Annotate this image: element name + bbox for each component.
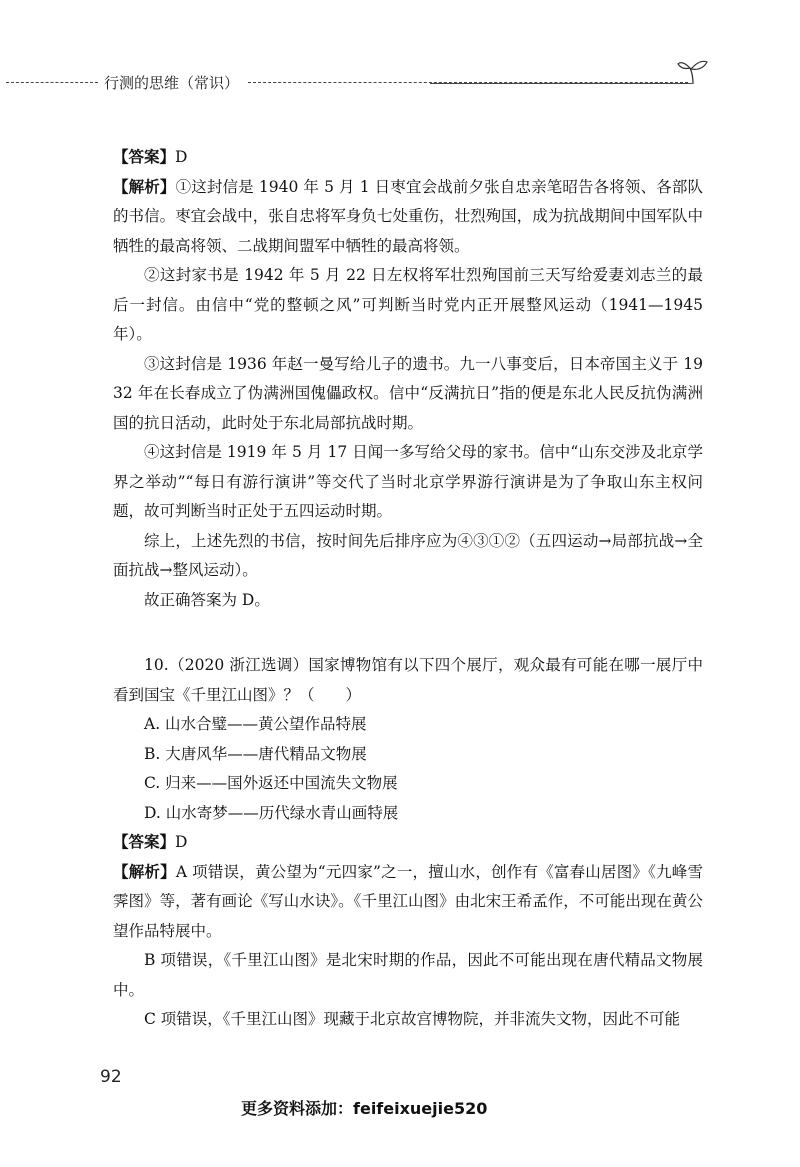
section-gap — [113, 615, 703, 651]
answer-label: 【答案】 — [113, 833, 176, 851]
q9-analysis-2: ②这封家书是 1942 年 5 月 22 日左权将军壮烈殉国前三天写给爱妻刘志兰的最后一封信。由信中“党的整顿之风”可判断当时党内正开展整风运动（1941—1945 年）。 — [113, 266, 703, 343]
q9-answer-line — [113, 143, 703, 173]
q10-stem: 10.（2020 浙江选调）国家博物馆有以下四个展厅，观众最有可能在哪一展厅中看到国宝《千里江山图》？（ ） — [113, 656, 703, 704]
analysis-label: 【解析】 — [113, 177, 176, 196]
sprout-icon — [676, 56, 710, 86]
page-content — [113, 143, 703, 1035]
q10-option-c: C. 归来——国外返还中国流失文物展 — [144, 774, 398, 792]
q9-conclusion: 故正确答案为 D。 — [144, 590, 270, 609]
running-header — [0, 70, 800, 100]
analysis-text: A 项错误，黄公望为“元四家”之一，擅山水，创作有《富春山居图》《九峰雪霁图》等，著有画论《写山水诀》。《千里江山图》由北宋王希孟作，不可能出现在黄公望作品特展中。 — [113, 862, 703, 940]
analysis-label: 【解析】 — [113, 862, 176, 881]
q9-analysis-1 — [113, 173, 703, 262]
q10-analysis-a — [113, 858, 703, 947]
q9-analysis-3: ③这封信是 1936 年赵一曼写给儿子的遗书。九一八事变后，日本帝国主义于 1932 年在长春成立了伪满洲国傀儡政权。信中“反满抗日”指的便是东北人民反抗伪满洲国的抗日活动，此时处于东北局部抗战时期。 — [113, 354, 703, 432]
q10-answer-line — [113, 828, 703, 858]
header-title: 行测的思维（常识） — [104, 74, 240, 92]
answer-label: 【答案】 — [113, 148, 176, 166]
header-rule-left — [6, 82, 98, 83]
page-number: 92 — [100, 1067, 122, 1087]
q10-option-a: A. 山水合璧——黄公望作品特展 — [144, 715, 367, 733]
q10-analysis-c: C 项错误，《千里江山图》现藏于北京故宫博物院，并非流失文物，因此不可能 — [144, 1010, 681, 1028]
answer-value: D — [175, 148, 188, 166]
answer-value: D — [175, 833, 188, 851]
analysis-text: ①这封信是 1940 年 5 月 1 日枣宜会战前夕张自忠亲笔昭告各将领、各部队的书信。枣宜会战中，张自忠将军身负七处重伤，壮烈殉国，成为抗战期间中国军队中牺牲的最高将领、二战期间盟军中牺牲的最高将领。 — [113, 177, 703, 255]
q9-summary: 综上，上述先烈的书信，按时间先后排序应为④③①②（五四运动→局部抗战→全面抗战→整风运动）。 — [113, 531, 703, 579]
q10-option-d: D. 山水寄梦——历代绿水青山画特展 — [144, 803, 399, 822]
q10-analysis-b: B 项错误，《千里江山图》是北宋时期的作品，因此不可能出现在唐代精品文物展中。 — [113, 951, 703, 999]
header-rule-right-solid — [430, 83, 692, 84]
q9-analysis-4: ④这封信是 1919 年 5 月 17 日闻一多写给父母的家书。信中“山东交涉及北京学界之举动”“每日有游行演讲”等交代了当时北京学界游行演讲是为了争取山东主权问题，故可判断当时正处于五四运动时期。 — [113, 443, 703, 520]
q10-option-b: B. 大唐风华——唐代精品文物展 — [144, 744, 367, 763]
footer-note: 更多资料添加：feifeixuejie520 — [241, 1099, 488, 1118]
